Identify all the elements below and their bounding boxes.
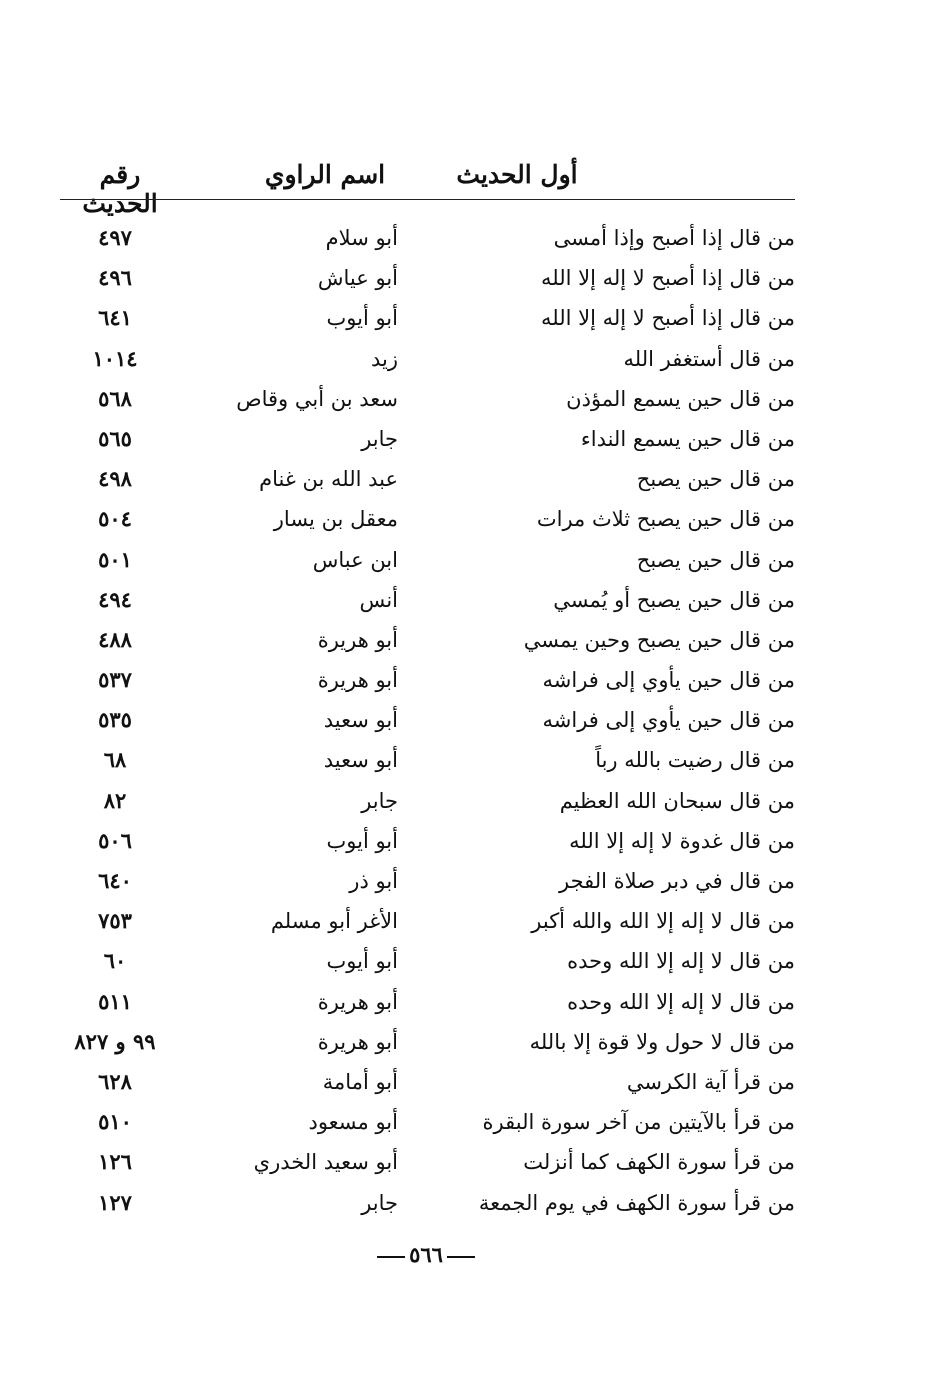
hadith-start-cell: من قرأ سورة الكهف في يوم الجمعة — [478, 1190, 795, 1215]
table-row — [60, 459, 795, 499]
hadith-number-cell: ٥٣٥ — [98, 707, 132, 733]
hadith-number-cell: ٥١٠ — [98, 1109, 132, 1135]
narrator-cell: جابر — [361, 1190, 398, 1215]
hadith-start-cell: من قال حين يصبح ثلاث مرات — [536, 507, 795, 532]
hadith-number-cell: ٥٠٦ — [98, 827, 132, 853]
index-table — [60, 218, 795, 1223]
hadith-number-cell: ١٢٧ — [98, 1189, 132, 1215]
page-number-text: ٥٦٦ — [409, 1242, 443, 1267]
hadith-number-cell: ٤٨٨ — [98, 626, 132, 652]
table-row — [60, 941, 795, 981]
table-row — [60, 298, 795, 338]
hadith-start-cell: من قال لا إله إلا الله والله أكبر — [531, 909, 795, 934]
hadith-start-cell: من قال إذا أصبح وإذا أمسى — [553, 226, 795, 250]
hadith-number-cell: ٤٩٦ — [98, 265, 132, 291]
table-row — [60, 1183, 795, 1223]
header-divider — [60, 199, 795, 200]
header-narrator-name: اسم الراوي — [264, 160, 386, 189]
narrator-cell: الأغر أبو مسلم — [270, 909, 398, 934]
narrator-cell: أبو عياش — [317, 266, 398, 291]
hadith-start-cell: من قرأ آية الكرسي — [626, 1069, 795, 1094]
narrator-cell: أبو سلام — [325, 226, 398, 250]
hadith-start-cell: من قال لا إله إلا الله وحده — [567, 949, 795, 974]
hadith-number-cell: ٥٦٥ — [98, 425, 132, 451]
narrator-cell: أبو أيوب — [326, 828, 398, 853]
narrator-cell: أبو أمامة — [322, 1069, 398, 1094]
table-row — [60, 580, 795, 620]
hadith-number-cell: ٥٣٧ — [98, 667, 132, 693]
table-row — [60, 499, 795, 539]
page-number-dash-left — [447, 1256, 475, 1258]
hadith-start-cell: من قال غدوة لا إله إلا الله — [569, 828, 795, 853]
table-row — [60, 982, 795, 1022]
narrator-cell: أبو أيوب — [326, 306, 398, 331]
table-row — [60, 258, 795, 298]
hadith-start-cell: من قال في دبر صلاة الفجر — [559, 869, 795, 893]
hadith-start-cell: من قال حين يأوي إلى فراشه — [542, 668, 795, 693]
narrator-cell: جابر — [361, 426, 398, 451]
narrator-cell: أبو مسعود — [308, 1110, 398, 1135]
narrator-cell: أبو هريرة — [317, 1029, 398, 1054]
narrator-cell: أنس — [359, 587, 398, 612]
table-row — [60, 861, 795, 901]
narrator-cell: أبو هريرة — [317, 668, 398, 693]
page-number — [370, 1242, 482, 1267]
hadith-number-cell: ٦٠ — [103, 948, 127, 974]
page-number-dash-right — [377, 1256, 405, 1258]
table-header — [60, 160, 795, 218]
table-row — [60, 781, 795, 821]
hadith-number-cell: ٦٤٠ — [98, 868, 132, 893]
hadith-start-cell: من قال لا إله إلا الله وحده — [567, 989, 795, 1014]
hadith-start-cell: من قال حين يسمع النداء — [580, 426, 795, 451]
hadith-number-cell: ٦٤١ — [98, 305, 132, 331]
table-row — [60, 419, 795, 459]
hadith-start-cell: من قال إذا أصبح لا إله إلا الله — [541, 306, 795, 331]
narrator-cell: عبد الله بن غنام — [259, 467, 398, 492]
narrator-cell: ابن عباس — [312, 547, 398, 572]
hadith-number-cell: ١٢٦ — [98, 1149, 132, 1175]
table-row — [60, 620, 795, 660]
header-hadith-start: أول الحديث — [456, 160, 578, 189]
narrator-cell: زيد — [370, 346, 398, 371]
table-row — [60, 379, 795, 419]
table-row — [60, 1102, 795, 1142]
hadith-number-cell: ١٠١٤ — [92, 345, 138, 371]
hadith-start-cell: من قال حين يصبح — [636, 467, 795, 492]
hadith-number-cell: ٨٢ — [103, 787, 127, 813]
hadith-number-cell: ٥٦٨ — [98, 385, 132, 411]
table-row — [60, 901, 795, 941]
hadith-number-cell: ٥١١ — [98, 988, 132, 1014]
narrator-cell: سعد بن أبي وقاص — [236, 386, 398, 411]
hadith-start-cell: من قال حين يصبح وحين يمسي — [523, 627, 795, 652]
hadith-start-cell: من قرأ سورة الكهف كما أنزلت — [523, 1150, 795, 1175]
hadith-start-cell: من قال حين يصبح — [636, 547, 795, 572]
hadith-number-cell: ٥٠٤ — [98, 506, 132, 532]
narrator-cell: أبو سعيد — [323, 708, 398, 733]
hadith-number-cell: ٦٨ — [103, 747, 127, 773]
narrator-cell: أبو سعيد — [323, 748, 398, 773]
hadith-start-cell: من قال رضيت بالله رباً — [595, 748, 795, 773]
table-row — [60, 1142, 795, 1182]
header-hadith-number: رقم الحديث — [82, 160, 158, 218]
hadith-start-cell: من قال سبحان الله العظيم — [559, 788, 795, 813]
hadith-number-cell: ٥٠١ — [98, 546, 132, 572]
hadith-number-cell: ٤٩٤ — [98, 586, 132, 612]
narrator-cell: معقل بن يسار — [273, 507, 398, 532]
hadith-start-cell: من قرأ بالآيتين من آخر سورة البقرة — [482, 1110, 795, 1135]
table-row — [60, 821, 795, 861]
table-row — [60, 1022, 795, 1062]
table-row — [60, 740, 795, 780]
narrator-cell: أبو هريرة — [317, 627, 398, 652]
hadith-number-cell: ٤٩٨ — [98, 466, 132, 492]
hadith-number-cell: ٤٩٧ — [98, 225, 132, 250]
narrator-cell: أبو أيوب — [326, 949, 398, 974]
narrator-cell: أبو ذر — [349, 869, 398, 893]
table-row — [60, 700, 795, 740]
table-row — [60, 1062, 795, 1102]
hadith-start-cell: من قال لا حول ولا قوة إلا بالله — [529, 1029, 795, 1054]
hadith-start-cell: من قال حين يسمع المؤذن — [566, 386, 795, 411]
table-row — [60, 540, 795, 580]
table-row — [60, 660, 795, 700]
hadith-number-cell: ٦٢٨ — [98, 1068, 132, 1094]
table-row — [60, 218, 795, 258]
hadith-start-cell: من قال حين يأوي إلى فراشه — [542, 708, 795, 733]
narrator-cell: أبو هريرة — [317, 989, 398, 1014]
narrator-cell: جابر — [361, 788, 398, 813]
hadith-number-cell: ٧٥٣ — [98, 908, 132, 934]
hadith-start-cell: من قال أستغفر الله — [623, 346, 795, 371]
table-row — [60, 339, 795, 379]
hadith-start-cell: من قال إذا أصبح لا إله إلا الله — [541, 266, 795, 291]
hadith-number-cell: ٩٩ و ٨٢٧ — [74, 1028, 156, 1054]
hadith-start-cell: من قال حين يصبح أو يُمسي — [553, 587, 795, 612]
narrator-cell: أبو سعيد الخدري — [253, 1150, 398, 1175]
